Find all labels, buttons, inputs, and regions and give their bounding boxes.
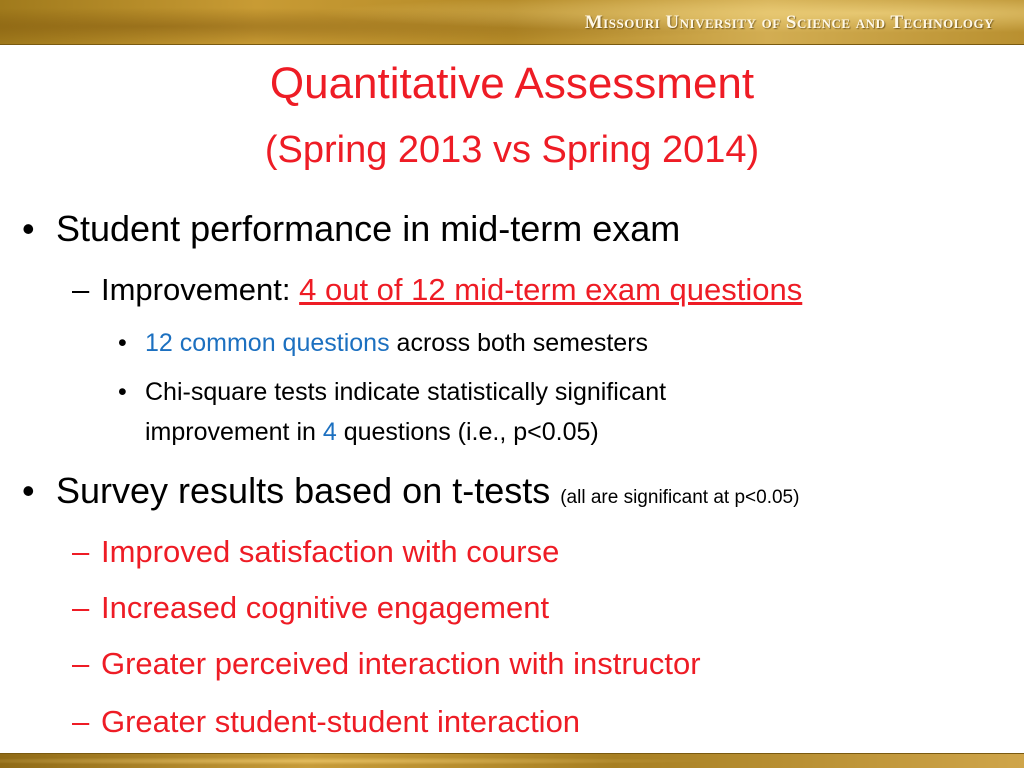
slide-subtitle: (Spring 2013 vs Spring 2014) bbox=[264, 129, 760, 171]
dash-marker: – bbox=[72, 534, 90, 569]
chi-square-prefix: improvement in bbox=[145, 418, 323, 446]
survey-results-text: Survey results based on t-tests bbox=[56, 470, 561, 511]
common-questions-highlight: 12 common questions bbox=[145, 329, 390, 357]
survey-results-note: (all are significant at p<0.05) bbox=[560, 487, 800, 508]
sub-bullet-marker: • bbox=[118, 378, 127, 406]
bullet-marker: • bbox=[22, 470, 35, 511]
bullet-marker: • bbox=[22, 208, 35, 249]
improvement-line bbox=[101, 271, 802, 309]
slide-title: Quantitative Assessment bbox=[269, 59, 755, 108]
improvement-label: Improvement: bbox=[101, 272, 300, 307]
chi-square-line2 bbox=[145, 417, 599, 447]
dash-marker: – bbox=[72, 646, 90, 681]
bullet-survey-results bbox=[56, 470, 799, 519]
common-questions-rest: across both semesters bbox=[389, 329, 649, 357]
survey-item-instructor-interaction: Greater perceived interaction with instructor bbox=[101, 646, 701, 681]
common-questions-line bbox=[145, 328, 648, 358]
dash-marker: – bbox=[72, 704, 90, 739]
improvement-highlight: 4 out of 12 mid-term exam questions bbox=[299, 272, 803, 307]
footer-band bbox=[0, 753, 1024, 768]
survey-item-satisfaction: Improved satisfaction with course bbox=[101, 534, 560, 569]
chi-square-line1: Chi-square tests indicate statistically significant bbox=[145, 378, 667, 406]
chi-square-count: 4 bbox=[322, 418, 337, 446]
university-name: Missouri University of Science and Technology bbox=[584, 12, 994, 33]
survey-item-engagement: Increased cognitive engagement bbox=[101, 590, 550, 625]
bullet-student-performance: Student performance in mid-term exam bbox=[56, 208, 681, 249]
dash-marker: – bbox=[72, 590, 90, 625]
dash-marker: – bbox=[72, 272, 90, 307]
survey-item-student-interaction: Greater student-student interaction bbox=[101, 704, 581, 739]
chi-square-suffix: questions (i.e., p<0.05) bbox=[336, 418, 599, 446]
sub-bullet-marker: • bbox=[118, 329, 127, 357]
